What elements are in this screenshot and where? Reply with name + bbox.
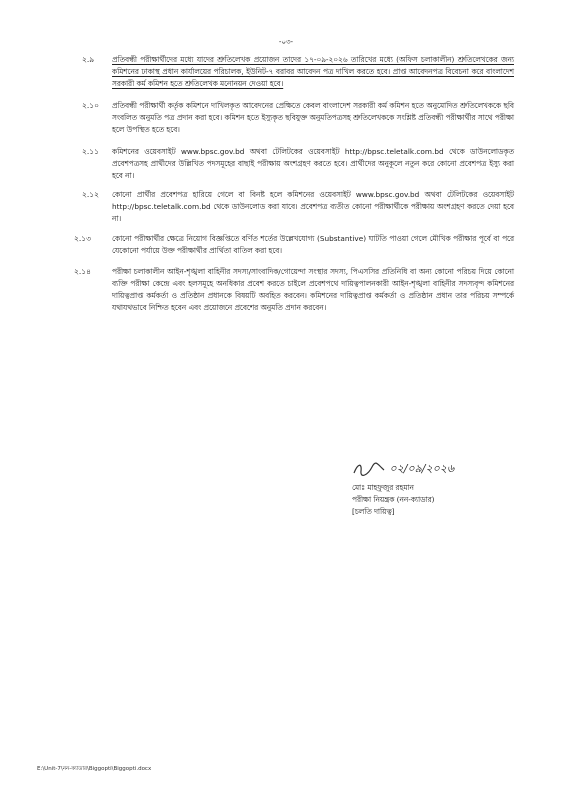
page-number: -০৩- [278, 38, 294, 46]
handwritten-signature [352, 460, 492, 482]
clause-number: ২.১১ [82, 147, 99, 156]
signatory-charge: [চলতি দায়িত্ব] [352, 507, 395, 516]
clause-number: ২.১২ [82, 190, 100, 199]
clause-text: পরীক্ষা চলাকালীন আইন-শৃঙ্খলা বাহিনীর সদস্য/সাংবাদিক/গোয়েন্দা সংস্থার সদস্য, পিএসসির প্রতিনিধি বা অন্য কোনো পরিচয় দিয়ে কোনো ব্যক্তি পরীক্ষা কেন্দ্রে এবং হলসমূহে অনধিকার প্রবেশ করতে চাইলে প্রবেশপথে দায়িত্বপালনকারী আইন-শৃঙ্খলা বাহিনীর সদস্যবৃন্দ কমিশনের দায়িত্বপ্রাপ্ত কর্মকর্তা ও প্রতিষ্ঠান প্রধানকে বিষয়টি অবহিত করবেন। কমিশনের দায়িত্বপ্রাপ্ত কর্মকর্তা ও প্রতিষ্ঠান প্রধান তার পরিচয় সম্পর্কে যথাযথভাবে নিশ্চিত হবেন এবং প্রয়োজনে প্রবেশের অনুমতি প্রদান করবেন। [112, 267, 514, 312]
signatory-designation: পরীক্ষা নিয়ন্ত্রক (নন-ক্যাডার) [352, 495, 435, 504]
signature-scribble-icon [352, 461, 386, 477]
clause-number: ২.১৪ [74, 267, 91, 276]
clause-text: কোনো পরীক্ষার্থীর ক্ষেত্রে নিয়োগ বিজ্ঞপ্তিতে বর্ণিত শর্তের উল্লেখযোগ্য (Substantive) ঘাটতি পাওয়া গেলে মৌখিক পরীক্ষার পূর্বে বা পরে যেকোনো পর্যায়ে উক্ত পরীক্ষার্থীর প্রার্থিতা বাতিল করা হবে। [112, 234, 514, 255]
clause-number: ২.৯ [82, 55, 95, 64]
footer-file-path: E:\Unit-7\নন-ক্যাডার\Biggopti\Biggopti.docx [37, 766, 152, 772]
signatory-name: মোঃ মাহফুজুর রহমান [352, 483, 414, 492]
clause-number: ২.১৩ [74, 234, 92, 243]
clause-text: কমিশনের ওয়েবসাইট www.bpsc.gov.bd অথবা টেলিটকের ওয়েবসাইট http://bpsc.teletalk.com.bd থেকে ডাউনলোডকৃত প্রবেশপত্রসহ প্রার্থীদের উল্লিখিত পদসমূহের বাছাই পরীক্ষায় অংশগ্রহণ করতে হবে। প্রার্থীদের অনুকূলে নতুন করে কোনো প্রবেশপত্র ইস্যু করা হবে না। [112, 147, 514, 180]
clause-text: প্রতিবন্ধী পরীক্ষার্থী কর্তৃক কমিশনে দাখিলকৃত আবেদনের প্রেক্ষিতে কেবল বাংলাদেশ সরকারী কর্ম কমিশন হতে অনুমোদিত শ্রুতিলেখককে ছবি সংবলিত অনুমতি পত্র প্রদান করা হবে। কমিশন হতে ইস্যুকৃত ছবিযুক্ত অনুমতিপত্রসহ শ্রুতিলেখককে সংশ্লিষ্ট প্রতিবন্ধী পরীক্ষার্থীর সাথে পরীক্ষা হলে উপস্থিত হতে হবে। [112, 101, 514, 134]
clause-text: প্রতিবন্ধী পরীক্ষার্থীদের মধ্যে যাদের শ্রুতিলেখক প্রয়োজন তাদের ১৭-০৯-২০২৬ তারিখের মধ্যে (অফিস চলাকালীন) শ্রুতিলেখকের জন্য কমিশনের ঢাকাস্থ প্রধান কার্যালয়ের পরিচালক, ইউনিট-৭ বরাবর আবেদন পত্র দাখিল করতে হবে। প্রাপ্ত আবেদনপত্র বিবেচনা করে বাংলাদেশ সরকারী কর্ম কমিশন হতে শ্রুতিলেখক মনোনয়ন দেওয়া হবে। [112, 55, 514, 88]
clause-number: ২.১০ [82, 101, 100, 110]
signature-date: ০২/০৯/২০২৬ [389, 462, 455, 475]
signature-block [352, 460, 492, 518]
clause-text: কোনো প্রার্থীর প্রবেশপত্র হারিয়ে গেলে বা বিনষ্ট হলে কমিশনের ওয়েবসাইট www.bpsc.gov.bd অথবা টেলিটকের ওয়েবসাইট http://bpsc.teletalk.com.bd থেকে ডাউনলোড করা যাবে। প্রবেশপত্র ব্যতীত কোনো পরীক্ষার্থীকে পরীক্ষায় অংশগ্রহণ করতে দেয়া হবে না। [112, 190, 514, 223]
